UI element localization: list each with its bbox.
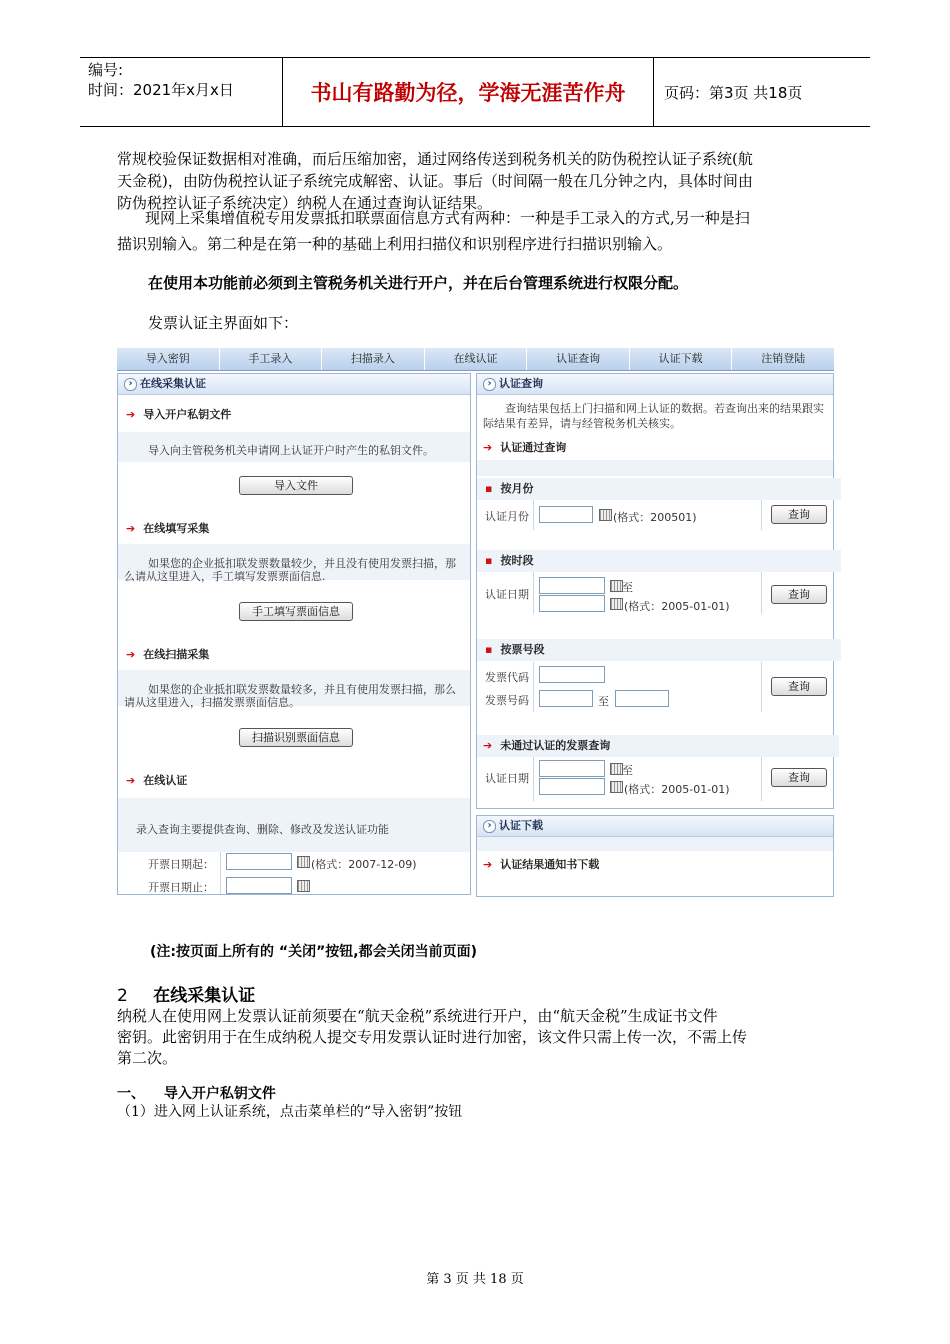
- by-period-heading: ▪ 按时段: [477, 550, 841, 572]
- text-line: 纳税人在使用网上发票认证前须要在“航天金税”系统进行开户，由“航天金税”生成证书文件: [117, 1007, 718, 1025]
- scan-desc-1: 如果您的企业抵扣联发票数量较多，并且有使用发票扫描，那么: [148, 683, 456, 696]
- month-input[interactable]: [539, 506, 593, 523]
- text-line: 密钥。此密钥用于在生成纳税人提交专用发票认证时进行加密，该文件只需上传一次，不需上传: [117, 1028, 748, 1046]
- query-button-month[interactable]: 查询: [771, 505, 827, 524]
- query-desc-2: 际结果有差异，请与经管税务机关核实。: [483, 417, 681, 430]
- period-format-hint: (格式：2005-01-01): [624, 600, 730, 613]
- header-page-info: 页码：第3页 共18页: [664, 84, 803, 102]
- menu-bar: [117, 348, 834, 371]
- date-format-hint: (格式：2007-12-09): [311, 858, 417, 871]
- to-label: 至: [598, 695, 609, 708]
- date-end-label: 开票日期止：: [148, 881, 214, 894]
- divider: [761, 757, 762, 801]
- number-label: 编号:: [88, 61, 124, 79]
- bullet-icon: ▪: [485, 554, 493, 567]
- invoice-code-input[interactable]: [539, 666, 605, 683]
- divider: [533, 662, 534, 712]
- manual-desc-1: 如果您的企业抵扣联发票数量较少，并且没有使用发票扫描，那: [148, 557, 456, 570]
- menu-scan-entry[interactable]: 扫描录入: [322, 348, 425, 370]
- menu-manual-entry[interactable]: 手工录入: [220, 348, 323, 370]
- import-key-heading: ➔ 导入开户私钥文件: [126, 408, 232, 421]
- invoice-number-start-input[interactable]: [539, 690, 593, 707]
- manual-desc-2: 么请从这里进入，手工填写发票票面信息.: [124, 570, 326, 583]
- scan-recognize-button[interactable]: 扫描识别票面信息: [239, 728, 353, 747]
- divider: [761, 662, 762, 712]
- text-line: 描识别输入。第二种是在第一种的基础上利用扫描仪和识别程序进行扫描识别输入。: [117, 235, 673, 253]
- period-end-input[interactable]: [539, 595, 605, 612]
- date-end-input[interactable]: [226, 877, 292, 894]
- calendar-icon[interactable]: [297, 880, 310, 892]
- text-line: 天金税)，由防伪税控认证子系统完成解密、认证。事后（时间隔一般在几分钟之内，具体时间由: [117, 172, 753, 190]
- divider: [533, 757, 534, 801]
- page-footer: 第 3 页 共 18 页: [426, 1272, 524, 1287]
- failed-format-hint: (格式：2005-01-01): [624, 783, 730, 796]
- invoice-auth-screenshot: [117, 348, 834, 894]
- section-number: 2: [117, 986, 128, 1006]
- panel-title: › 认证下载: [477, 816, 833, 837]
- menu-logout[interactable]: 注销登陆: [761, 352, 806, 365]
- arrow-icon: ➔: [126, 522, 136, 535]
- failed-date-label: 认证日期: [485, 772, 529, 785]
- manual-fill-button[interactable]: 手工填写票面信息: [239, 602, 353, 621]
- invoice-code-label: 发票代码: [485, 671, 529, 684]
- calendar-icon[interactable]: [610, 781, 623, 793]
- arrow-icon: ➔: [483, 441, 493, 454]
- auth-download-panel: [476, 815, 834, 897]
- divider: [533, 500, 534, 530]
- online-auth-desc: 录入查询主要提供查询、删除、修改及发送认证功能: [136, 823, 389, 836]
- section-band: [477, 460, 833, 476]
- close-button-note: (注:按页面上所有的 “关闭”按钮,都会关闭当前页面): [150, 944, 477, 960]
- menu-auth-query[interactable]: 认证查询: [527, 348, 630, 370]
- scan-heading: ➔ 在线扫描采集: [126, 648, 210, 661]
- divider: [533, 572, 534, 614]
- text-line: 现网上采集增值税专用发票抵扣联票面信息方式有两种：一种是手工录入的方式,另一种是扫: [145, 209, 750, 227]
- auth-query-panel: [476, 373, 834, 809]
- divider: [220, 852, 221, 894]
- date-start-input[interactable]: [226, 853, 292, 870]
- arrow-icon: ➔: [126, 408, 136, 421]
- menu-auth-download[interactable]: 认证下载: [630, 348, 733, 370]
- failed-query-heading: ➔ 未通过认证的发票查询: [477, 735, 839, 757]
- arrow-icon: ➔: [483, 739, 493, 752]
- online-collect-panel: [117, 373, 471, 895]
- query-button-failed[interactable]: 查询: [771, 768, 827, 787]
- section-paragraph: [117, 1006, 832, 1069]
- invoice-number-label: 发票号码: [485, 694, 529, 707]
- calendar-icon[interactable]: [599, 509, 612, 521]
- period-date-label: 认证日期: [485, 588, 529, 601]
- paragraph-1: [117, 148, 832, 214]
- bullet-icon: ▪: [485, 643, 493, 656]
- download-notice-link[interactable]: ➔ 认证结果通知书下载: [483, 858, 600, 871]
- by-month-heading: ▪ 按月份: [477, 478, 841, 500]
- month-format-hint: (格式：200501): [613, 511, 697, 524]
- calendar-icon[interactable]: [610, 598, 623, 610]
- month-label: 认证月份: [485, 510, 529, 523]
- subsection-number: 一、: [117, 1086, 145, 1102]
- panel-title: › 认证查询: [477, 374, 833, 395]
- by-number-heading: ▪ 按票号段: [477, 639, 841, 661]
- menu-import-key[interactable]: 导入密钥: [117, 348, 220, 370]
- text-line: 常规校验保证数据相对准确，而后压缩加密，通过网络传送到税务机关的防伪税控认证子系统(航: [117, 150, 753, 168]
- passed-query-heading: ➔ 认证通过查询: [483, 441, 567, 454]
- text-line: 第二次。: [117, 1049, 178, 1067]
- query-button-number[interactable]: 查询: [771, 677, 827, 696]
- divider: [761, 572, 762, 614]
- subsection-title: 导入开户私钥文件: [163, 1086, 276, 1102]
- arrow-icon: ➔: [126, 648, 136, 661]
- scan-desc-2: 请从这里进入，扫描发票票面信息。: [124, 696, 300, 709]
- query-desc-1: 查询结果包括上门扫描和网上认证的数据。若查询出来的结果跟实: [505, 402, 824, 415]
- date-start-label: 开票日期起：: [148, 858, 214, 871]
- divider: [761, 500, 762, 530]
- menu-online-auth[interactable]: 在线认证: [425, 348, 528, 370]
- panel-title: › 在线采集认证: [118, 374, 470, 395]
- import-file-button[interactable]: 导入文件: [239, 476, 353, 495]
- subsection-heading: [117, 1083, 276, 1103]
- arrow-icon: ➔: [483, 858, 493, 871]
- query-button-period[interactable]: 查询: [771, 585, 827, 604]
- to-label: 至: [622, 581, 633, 594]
- paragraph-bold-notice: 在使用本功能前必须到主管税务机关进行开户，并在后台管理系统进行权限分配。: [148, 274, 689, 292]
- header-meta: [88, 60, 234, 100]
- import-desc: 导入向主管税务机关申请网上认证开户时产生的私钥文件。: [148, 444, 434, 457]
- section-band: [477, 837, 833, 851]
- paragraph-intro: 发票认证主界面如下：: [148, 314, 299, 332]
- failed-end-input[interactable]: [539, 778, 605, 795]
- calendar-icon[interactable]: [297, 856, 310, 868]
- header-motto: 书山有路勤为径，学海无涯苦作舟: [282, 58, 654, 126]
- time-label: 时间：2021年x月x日: [88, 81, 234, 99]
- text-line: 防伪税控认证子系统决定）纳税人在通过查询认证结果。: [117, 194, 493, 212]
- period-start-input[interactable]: [539, 577, 605, 594]
- to-label: 至: [622, 764, 633, 777]
- failed-start-input[interactable]: [539, 760, 605, 777]
- online-auth-heading: ➔ 在线认证: [126, 774, 188, 787]
- section-heading: [117, 981, 255, 1006]
- manual-heading: ➔ 在线填写采集: [126, 522, 210, 535]
- paragraph-2: [117, 206, 832, 258]
- arrow-icon: ➔: [126, 774, 136, 787]
- bullet-icon: ▪: [485, 482, 493, 495]
- section-title: 在线采集认证: [153, 986, 256, 1006]
- step-1: （1）进入网上认证系统，点击菜单栏的“导入密钥”按钮: [117, 1104, 463, 1120]
- page-header: [80, 57, 870, 127]
- invoice-number-end-input[interactable]: [615, 690, 669, 707]
